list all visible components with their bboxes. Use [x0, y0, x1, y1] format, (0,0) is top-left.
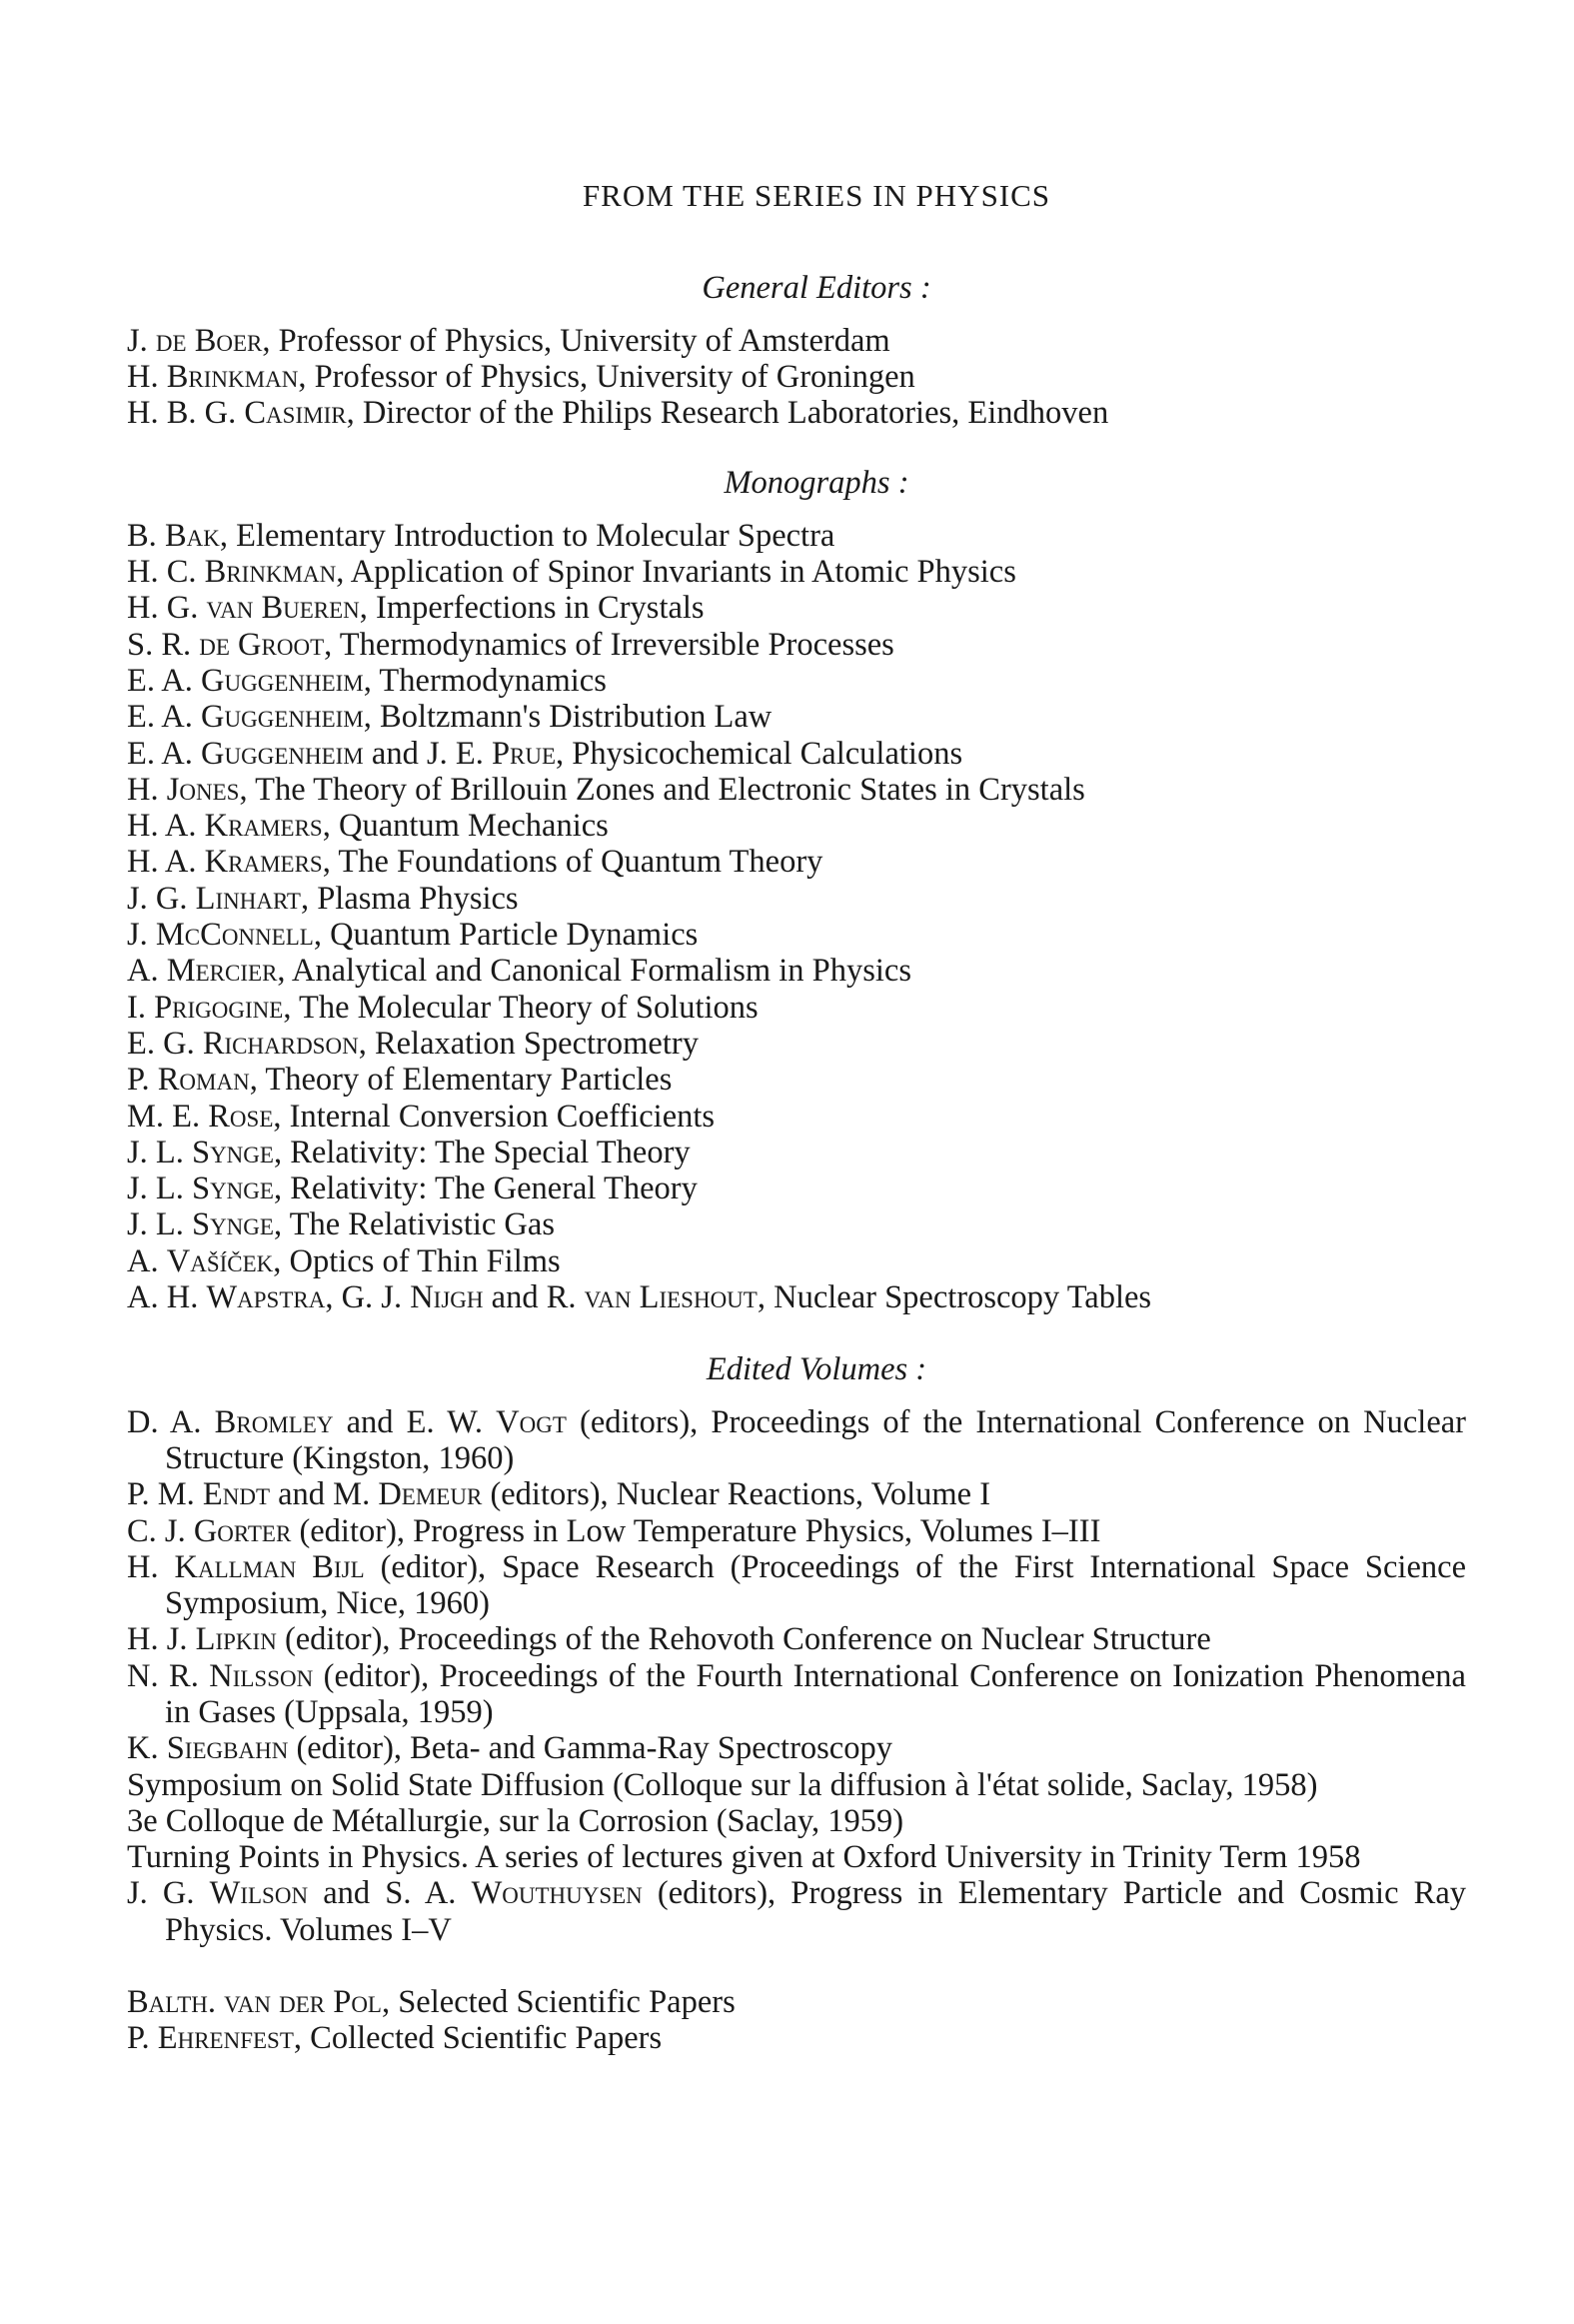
list-item — [127, 518, 1466, 554]
monographs-list — [127, 518, 1466, 1316]
author-name: Wouthuysen — [471, 1875, 643, 1912]
list-item — [127, 953, 1466, 989]
entry-text: , The Molecular Theory of Solutions — [283, 989, 759, 1026]
entry-text: (editors), Proceedings of the International Conference on Nuclear Structure (Kingston, 1960) — [165, 1403, 1466, 1476]
author-name: Synge — [192, 1170, 274, 1207]
entry-text: J. L. — [127, 1134, 192, 1170]
entry-text: D. A. — [127, 1403, 215, 1440]
entry-text: , Relaxation Spectrometry — [358, 1025, 699, 1062]
entry-text: H. — [127, 1548, 175, 1585]
entry-text: , Optics of Thin Films — [273, 1242, 561, 1279]
list-item — [127, 663, 1466, 699]
entry-text: A. — [127, 953, 167, 990]
selected-papers-list — [127, 1984, 1466, 2057]
entry-text: and M. — [270, 1476, 379, 1513]
author-name: Gorter — [193, 1512, 292, 1549]
entry-text: H. A. — [127, 808, 205, 845]
entry-text: B. — [127, 517, 165, 554]
list-item — [127, 1549, 1466, 1622]
entry-text: A. H. — [127, 1279, 207, 1316]
list-item — [127, 1839, 1466, 1875]
entry-text: H. A. — [127, 844, 205, 881]
entry-text: , Relativity: The General Theory — [273, 1170, 698, 1207]
entry-text: , Elementary Introduction to Molecular Spectra — [219, 517, 835, 554]
author-name: Prue — [491, 735, 557, 772]
entry-text: H. B. G. — [127, 395, 245, 432]
list-item — [127, 2020, 1466, 2056]
entry-text: N. R. — [127, 1657, 210, 1694]
entry-text: E. A. — [127, 662, 202, 699]
entry-text: and R. — [483, 1279, 585, 1316]
entry-text: , Director of the Philips Research Laboratories, Eindhoven — [346, 395, 1109, 432]
author-name: Guggenheim — [201, 735, 364, 772]
monographs-heading: Monographs : — [724, 465, 909, 502]
list-item — [127, 1803, 1466, 1839]
entry-text: , Physicochemical Calculations — [556, 735, 963, 772]
author-name: Ehrenfest — [157, 2020, 294, 2057]
list-item — [127, 1279, 1466, 1315]
author-name: Lipkin — [195, 1621, 277, 1658]
entry-text: and E. W. — [333, 1403, 497, 1440]
list-item — [127, 736, 1466, 772]
author-name: Vogt — [496, 1403, 567, 1440]
list-item — [127, 1767, 1466, 1803]
entry-text: , Selected Scientific Papers — [381, 1984, 736, 2021]
entry-text: , Thermodynamics — [363, 662, 607, 699]
list-item — [127, 1730, 1466, 1766]
list-item — [127, 1513, 1466, 1549]
author-name: Guggenheim — [201, 662, 364, 699]
list-item — [127, 1621, 1466, 1657]
list-item — [127, 590, 1466, 626]
list-item — [127, 844, 1466, 880]
entry-text: , Relativity: The Special Theory — [273, 1134, 691, 1170]
author-name: Endt — [202, 1476, 270, 1513]
author-name: Vašíček — [166, 1242, 274, 1279]
list-item — [127, 1404, 1466, 1477]
list-item — [127, 1984, 1466, 2020]
author-name: Kramers — [204, 844, 323, 881]
entry-text: (editor), Proceedings of the Fourth International Conference on Ionization Phenomena in Gases (Uppsala, 1959) — [165, 1657, 1466, 1730]
entry-text: , The Foundations of Quantum Theory — [322, 844, 823, 881]
entry-text: H. J. — [127, 1621, 196, 1658]
entry-text: Symposium on Solid State Diffusion (Colloque sur la diffusion à l'état solide, Saclay, 1958) — [127, 1766, 1318, 1803]
entry-text: A. — [127, 1242, 167, 1279]
entry-text: (editor), Progress in Low Temperature Physics, Volumes I–III — [291, 1512, 1101, 1549]
author-name: Roman — [157, 1062, 250, 1099]
entry-text: I. — [127, 989, 155, 1026]
entry-text: P. — [127, 1062, 158, 1099]
entry-text: (editors), Progress in Elementary Particle and Cosmic Ray Physics. Volumes I–V — [165, 1875, 1466, 1948]
entry-text: J. L. — [127, 1206, 192, 1243]
entry-text: J. G. — [127, 1875, 210, 1912]
entry-text: 3e Colloque de Métallurgie, sur la Corrosion (Saclay, 1959) — [127, 1802, 904, 1839]
entry-text: K. — [127, 1730, 167, 1767]
list-item — [127, 1476, 1466, 1512]
entry-text: (editors), Nuclear Reactions, Volume I — [482, 1476, 991, 1513]
entry-text: C. J. — [127, 1512, 194, 1549]
list-item — [127, 808, 1466, 844]
entry-text: P. — [127, 2020, 158, 2057]
author-name: Guggenheim — [201, 699, 364, 736]
entry-text: P. M. — [127, 1476, 203, 1513]
author-name: Synge — [192, 1206, 274, 1243]
author-name: de Groot — [199, 626, 325, 663]
list-item — [127, 627, 1466, 663]
author-name: Siegbahn — [166, 1730, 289, 1767]
list-item — [127, 1099, 1466, 1135]
author-name: Balth. van der Pol — [127, 1984, 382, 2021]
list-item — [127, 772, 1466, 808]
series-title: FROM THE SERIES IN PHYSICS — [582, 178, 1051, 213]
entry-text: , Quantum Particle Dynamics — [313, 917, 699, 954]
author-name: van Bueren — [206, 590, 360, 627]
entry-text: , Boltzmann's Distribution Law — [363, 699, 773, 736]
list-item — [127, 917, 1466, 953]
list-item — [127, 359, 1466, 395]
entry-text: , Professor of Physics, University of Groningen — [298, 358, 915, 395]
entry-text: , Plasma Physics — [300, 880, 519, 917]
author-name: McConnell — [155, 917, 314, 954]
author-name: Jones — [166, 771, 240, 808]
author-name: Synge — [192, 1134, 274, 1170]
entry-text: S. R. — [127, 626, 200, 663]
author-name: Wapstra — [206, 1279, 326, 1316]
entry-text: , Analytical and Canonical Formalism in Physics — [277, 953, 911, 990]
entry-text: E. A. — [127, 699, 202, 736]
author-name: de Boer — [155, 322, 263, 359]
entry-text: , Collected Scientific Papers — [293, 2020, 663, 2057]
author-name: Brinkman — [166, 358, 299, 395]
author-name: Wilson — [209, 1875, 309, 1912]
entry-text: E. G. — [127, 1025, 203, 1062]
author-name: Rose — [208, 1098, 274, 1135]
entry-text: (editor), Beta- and Gamma-Ray Spectroscopy — [288, 1730, 892, 1767]
list-item — [127, 1170, 1466, 1206]
list-item — [127, 554, 1466, 590]
entry-text: J. L. — [127, 1170, 192, 1207]
entry-text: , Internal Conversion Coefficients — [273, 1098, 716, 1135]
list-item — [127, 1206, 1466, 1242]
entry-text: , Quantum Mechanics — [322, 808, 609, 845]
entry-text: Turning Points in Physics. A series of lectures given at Oxford University in Trinity Term 1958 — [127, 1839, 1361, 1876]
entry-text: , Nuclear Spectroscopy Tables — [757, 1279, 1152, 1316]
entry-text: J. G. — [127, 880, 196, 917]
author-name: Casimir — [244, 395, 347, 432]
edited-volumes-list — [127, 1404, 1466, 1948]
entry-text: , Application of Spinor Invariants in Atomic Physics — [336, 554, 1016, 591]
entry-text: J. — [127, 322, 156, 359]
entry-text: H. — [127, 358, 167, 395]
entry-text: E. A. — [127, 735, 202, 772]
entry-text: H. C. — [127, 554, 205, 591]
entry-text: , Professor of Physics, University of Amsterdam — [262, 322, 890, 359]
entry-text: H. — [127, 771, 167, 808]
list-item — [127, 990, 1466, 1026]
author-name: Linhart — [195, 880, 301, 917]
entry-text: (editor), Space Research (Proceedings of the First International Space Science Symposium, Nice, 1960) — [165, 1548, 1466, 1622]
list-item — [127, 1875, 1466, 1948]
author-name: Nilsson — [209, 1657, 314, 1694]
list-item — [127, 699, 1466, 735]
author-name: Bromley — [214, 1403, 334, 1440]
entry-text: , Imperfections in Crystals — [359, 590, 705, 627]
author-name: Nijgh — [410, 1279, 484, 1316]
list-item — [127, 323, 1466, 359]
author-name: Richardson — [202, 1025, 359, 1062]
list-item — [127, 1026, 1466, 1062]
list-item — [127, 1062, 1466, 1098]
entry-text: J. — [127, 917, 156, 954]
author-name: Demeur — [378, 1476, 483, 1513]
general-editors-list — [127, 323, 1466, 432]
entry-text: M. E. — [127, 1098, 209, 1135]
entry-text: , The Relativistic Gas — [273, 1206, 555, 1243]
entry-text: , Theory of Elementary Particles — [249, 1062, 673, 1099]
author-name: Prigogine — [154, 989, 284, 1026]
entry-text: , Thermodynamics of Irreversible Processes — [324, 626, 894, 663]
list-item — [127, 881, 1466, 917]
author-name: van Lieshout — [584, 1279, 758, 1316]
entry-text: , G. J. — [325, 1279, 411, 1316]
general-editors-heading: General Editors : — [702, 270, 931, 307]
author-name: Brinkman — [204, 554, 337, 591]
edited-volumes-heading: Edited Volumes : — [706, 1351, 927, 1388]
list-item — [127, 1135, 1466, 1170]
entry-text: H. G. — [127, 590, 207, 627]
list-item — [127, 1243, 1466, 1279]
entry-text: and J. E. — [363, 735, 492, 772]
entry-text: (editor), Proceedings of the Rehovoth Conference on Nuclear Structure — [276, 1621, 1211, 1658]
author-name: Bak — [164, 517, 220, 554]
list-item — [127, 395, 1466, 431]
author-name: Kallman Bijl — [174, 1548, 365, 1585]
author-name: Kramers — [204, 808, 323, 845]
entry-text: , The Theory of Brillouin Zones and Electronic States in Crystals — [239, 771, 1085, 808]
list-item — [127, 1658, 1466, 1731]
author-name: Mercier — [166, 953, 278, 990]
entry-text: and S. A. — [308, 1875, 472, 1912]
